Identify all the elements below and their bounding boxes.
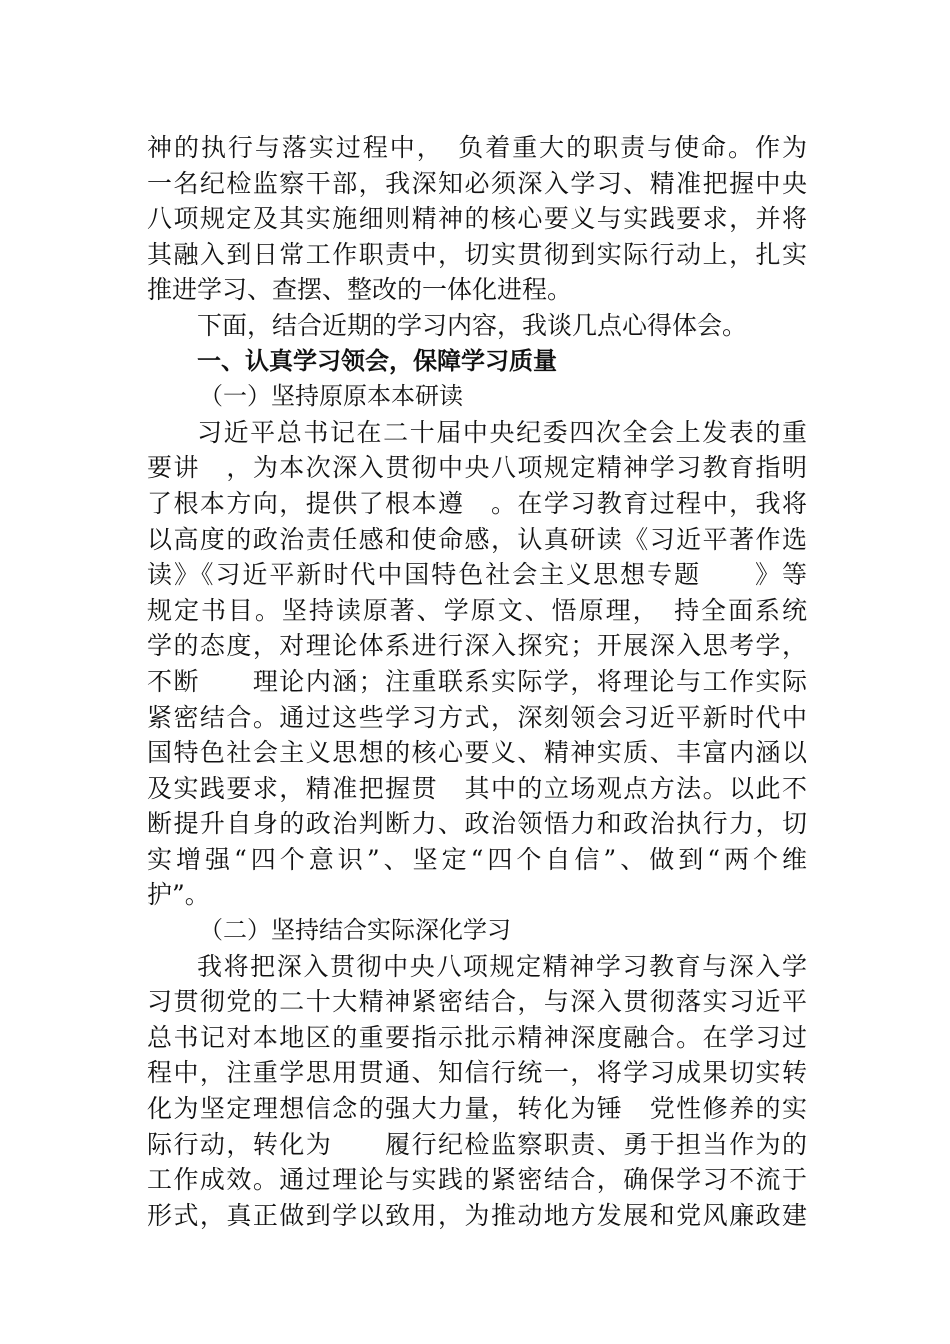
text-line: 化为坚定理想信念的强大力量，转化为锤 党性修养的实 (147, 1094, 807, 1124)
text-line: 护”。 (147, 880, 210, 910)
paragraph (147, 415, 807, 913)
text-line: 我将把深入贯彻中央八项规定精神学习教育与深入学 (197, 951, 807, 981)
text-line: 一名纪检监察干部，我深知必须深入学习、精准把握中央 (147, 168, 807, 198)
text-line: 规定书目。坚持读原著、学原文、悟原理， 持全面系统 (147, 595, 807, 625)
text-line: 程中，注重学思用贯通、知信行统一，将学习成果切实转 (147, 1058, 807, 1088)
text-line: 形式，真正做到学以致用，为推动地方发展和党风廉政建 (147, 1200, 807, 1230)
text-line: 习近平总书记在二十届中央纪委四次全会上发表的重 (197, 417, 807, 447)
text-line: 习贯彻党的二十大精神紧密结合，与深入贯彻落实习近平 (147, 987, 807, 1017)
document-body (147, 130, 807, 1233)
text-line: 际行动，转化为 履行纪检监察职责、勇于担当作为的 (147, 1129, 807, 1159)
text-line: 不断 理论内涵；注重联系实际学，将理论与工作实际 (147, 666, 807, 696)
text-line: 断提升自身的政治判断力、政治领悟力和政治执行力，切 (147, 809, 807, 839)
text-line: 及实践要求，精准把握贯 其中的立场观点方法。以此不 (147, 773, 807, 803)
text-line: 总书记对本地区的重要指示批示精神深度融合。在学习过 (147, 1022, 807, 1052)
text-line: 下面，结合近期的学习内容，我谈几点心得体会。 (197, 310, 748, 340)
text-line: 以高度的政治责任感和使命感，认真研读《习近平著作选 (147, 524, 807, 554)
text-line: 国特色社会主义思想的核心要义、精神实质、丰富内涵以 (147, 738, 807, 768)
text-line: 推进学习、查摆、整改的一体化进程。 (147, 275, 573, 305)
paragraph (147, 308, 807, 344)
text-line: 八项规定及其实施细则精神的核心要义与实践要求，并将 (147, 204, 807, 234)
subsection-heading: （一）坚持原原本本研读 (199, 382, 463, 411)
text-line: 其融入到日常工作职责中，切实贯彻到实际行动上，扎实 (147, 239, 807, 269)
text-line: 学的态度，对理论体系进行深入探究；开展深入思考学， (147, 631, 807, 661)
text-line: 要讲 ，为本次深入贯彻中央八项规定精神学习教育指明 (147, 453, 807, 483)
text-line: 工作成效。通过理论与实践的紧密结合，确保学习不流于 (147, 1165, 807, 1195)
text-line: 神的执行与落实过程中， 负着重大的职责与使命。作为 (147, 133, 807, 162)
paragraph (147, 949, 807, 1234)
subsection-heading: （二）坚持结合实际深化学习 (199, 916, 511, 945)
section-heading: 一、认真学习领会，保障学习质量 (197, 346, 557, 375)
text-line: 实增强“四个意识”、坚定“四个自信”、做到“两个维 (147, 844, 807, 874)
paragraph (147, 130, 807, 308)
text-line: 读》《习近平新时代中国特色社会主义思想专题 》等 (147, 560, 807, 590)
text-line: 了根本方向，提供了根本遵 。在学习教育过程中，我将 (147, 488, 807, 518)
text-line: 紧密结合。通过这些学习方式，深刻领会习近平新时代中 (147, 702, 807, 732)
